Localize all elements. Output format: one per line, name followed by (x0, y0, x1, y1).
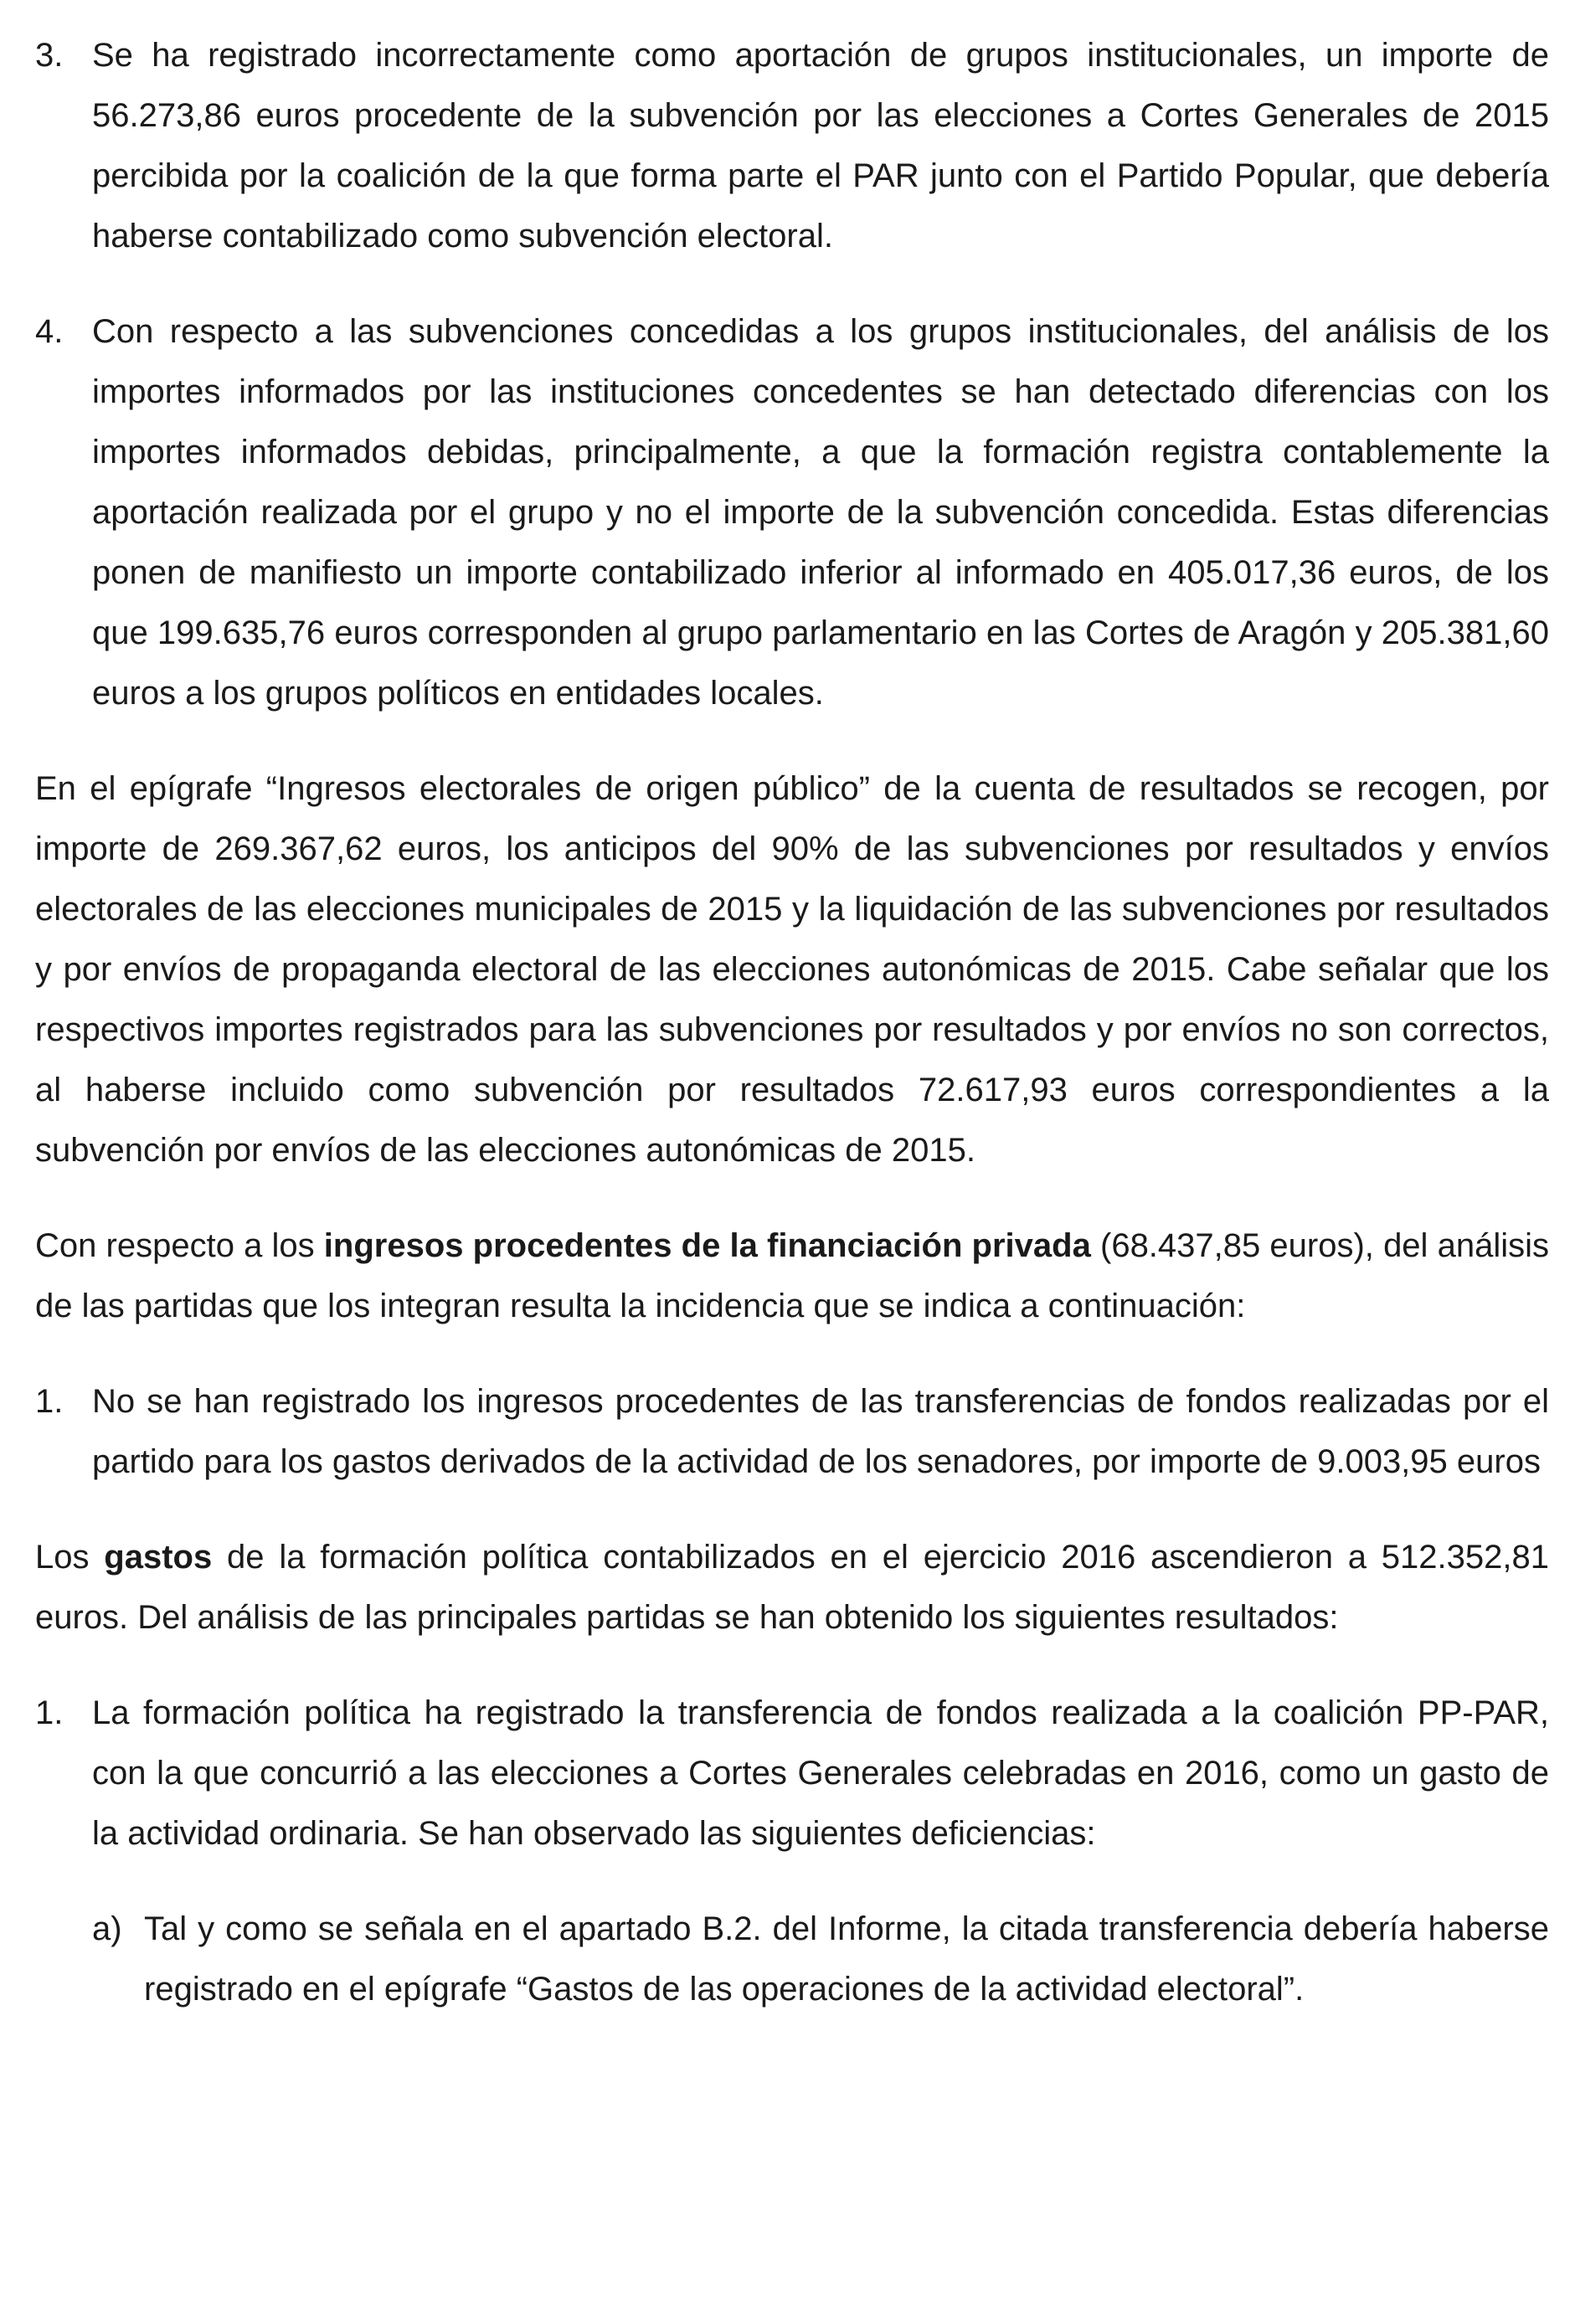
paragraph-ingresos-electorales: En el epígrafe “Ingresos electorales de origen público” de la cuenta de resultados se recogen, por importe de 269.367,62 euros, los anticipos del 90% de las subvenciones por resultados y envíos electorales de las elecciones municipales de 2015 y la liquidación de las subvenciones por resultados y por envíos de propaganda electoral de las elecciones autonómicas de 2015. Cabe señalar que los respectivos importes registrados para las subvenciones por resultados y por envíos no son correctos, al haberse incluido como subvención por resultados 72.617,93 euros correspondientes a la subvención por envíos de las elecciones autonómicas de 2015. (35, 770, 1549, 1169)
paragraph-text: de la formación política contabilizados en el ejercicio 2016 ascendieron a 512.352,81 euros. Del análisis de las principales partidas se han obtenido los siguientes resultados: (35, 1539, 1549, 1636)
list-item-4 (35, 301, 1549, 723)
bold-term: gastos (104, 1539, 213, 1576)
document-page (35, 25, 1549, 2054)
bold-term: ingresos procedentes de la financiación privada (323, 1227, 1091, 1264)
item-number: 4. (35, 313, 64, 350)
list-item-3 (35, 25, 1549, 266)
item-number: 1. (35, 1694, 64, 1731)
item-text: Se ha registrado incorrectamente como aportación de grupos institucionales, un importe de 56.273,86 euros procedente de la subvención por las elecciones a Cortes Generales de 2015 percibida por la coalición de la que forma parte el PAR junto con el Partido Popular, que debería haberse contabilizado como subvención electoral. (92, 37, 1549, 255)
list-item-gastos-1 (35, 1683, 1549, 1864)
sub-list-item-a (35, 1899, 1549, 2019)
list-item-privada-1 (35, 1371, 1549, 1492)
item-text: Con respecto a las subvenciones concedidas a los grupos institucionales, del análisis de los importes informados por las instituciones concedentes se han detectado diferencias con los importes informados debidas, principalmente, a que la formación registra contablemente la aportación realizada por el grupo y no el importe de la subvención concedida. Estas diferencias ponen de manifiesto un importe contabilizado inferior al informado en 405.017,36 euros, de los que 199.635,76 euros corresponden al grupo parlamentario en las Cortes de Aragón y 205.381,60 euros a los grupos políticos en entidades locales. (92, 313, 1549, 712)
item-letter: a) (92, 1910, 122, 1947)
item-number: 3. (35, 37, 64, 74)
item-text: Tal y como se señala en el apartado B.2. del Informe, la citada transferencia debería haberse registrado en el epígrafe “Gastos de las operaciones de la actividad electoral”. (144, 1910, 1549, 2008)
paragraph-text: Los (35, 1539, 105, 1576)
item-text: La formación política ha registrado la transferencia de fondos realizada a la coalición PP-PAR, con la que concurrió a las elecciones a Cortes Generales celebradas en 2016, como un gasto de la actividad ordinaria. Se han observado las siguientes deficiencias: (92, 1694, 1549, 1852)
paragraph-text: Con respecto a los (35, 1227, 324, 1264)
paragraph-financiacion-privada (35, 1216, 1549, 1336)
paragraph-text: (68.437,85 euros), del análisis de las partidas que los integran resulta la incidencia que se indica a continuación: (35, 1227, 1549, 1324)
paragraph-gastos (35, 1527, 1549, 1648)
item-number: 1. (35, 1383, 64, 1420)
item-text: No se han registrado los ingresos procedentes de las transferencias de fondos realizadas por el partido para los gastos derivados de la actividad de los senadores, por importe de 9.003,95 euros (92, 1383, 1549, 1480)
